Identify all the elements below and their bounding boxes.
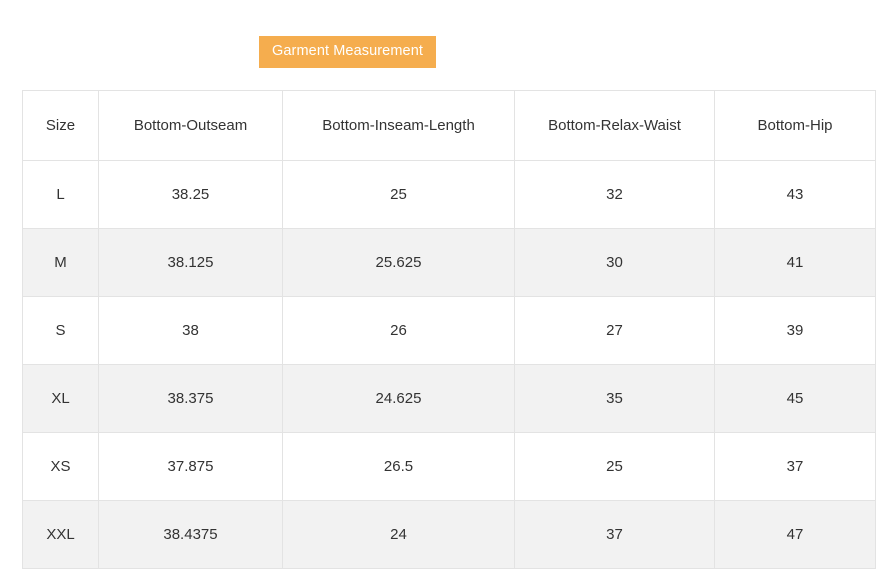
cell-inseam: 25.625 [283,228,515,296]
cell-inseam: 25 [283,160,515,228]
garment-measurement-badge: Garment Measurement [259,36,436,68]
table-row [23,364,876,432]
garment-measurement-table [22,90,876,569]
cell-waist: 35 [515,364,715,432]
cell-size: L [23,160,99,228]
cell-waist: 32 [515,160,715,228]
cell-inseam: 26 [283,296,515,364]
table-row [23,500,876,568]
cell-hip: 37 [715,432,876,500]
cell-hip: 43 [715,160,876,228]
cell-waist: 25 [515,432,715,500]
table-row [23,160,876,228]
cell-waist: 37 [515,500,715,568]
table-row [23,432,876,500]
table-row [23,228,876,296]
column-header-bottom-inseam-length: Bottom-Inseam-Length [283,90,515,160]
cell-outseam: 37.875 [99,432,283,500]
cell-size: XXL [23,500,99,568]
cell-inseam: 24 [283,500,515,568]
cell-hip: 39 [715,296,876,364]
cell-size: M [23,228,99,296]
cell-inseam: 26.5 [283,432,515,500]
cell-outseam: 38.375 [99,364,283,432]
cell-waist: 27 [515,296,715,364]
cell-outseam: 38.25 [99,160,283,228]
cell-outseam: 38.4375 [99,500,283,568]
cell-outseam: 38.125 [99,228,283,296]
cell-hip: 47 [715,500,876,568]
cell-hip: 41 [715,228,876,296]
table-header [23,90,876,160]
cell-waist: 30 [515,228,715,296]
cell-size: XL [23,364,99,432]
cell-size: S [23,296,99,364]
column-header-bottom-outseam: Bottom-Outseam [99,90,283,160]
table-header-row [23,90,876,160]
table-body [23,160,876,568]
badge-row [0,0,695,68]
measurement-table-wrapper [0,90,833,569]
column-header-size: Size [23,90,99,160]
cell-outseam: 38 [99,296,283,364]
cell-hip: 45 [715,364,876,432]
cell-inseam: 24.625 [283,364,515,432]
cell-size: XS [23,432,99,500]
column-header-bottom-relax-waist: Bottom-Relax-Waist [515,90,715,160]
column-header-bottom-hip: Bottom-Hip [715,90,876,160]
table-row [23,296,876,364]
